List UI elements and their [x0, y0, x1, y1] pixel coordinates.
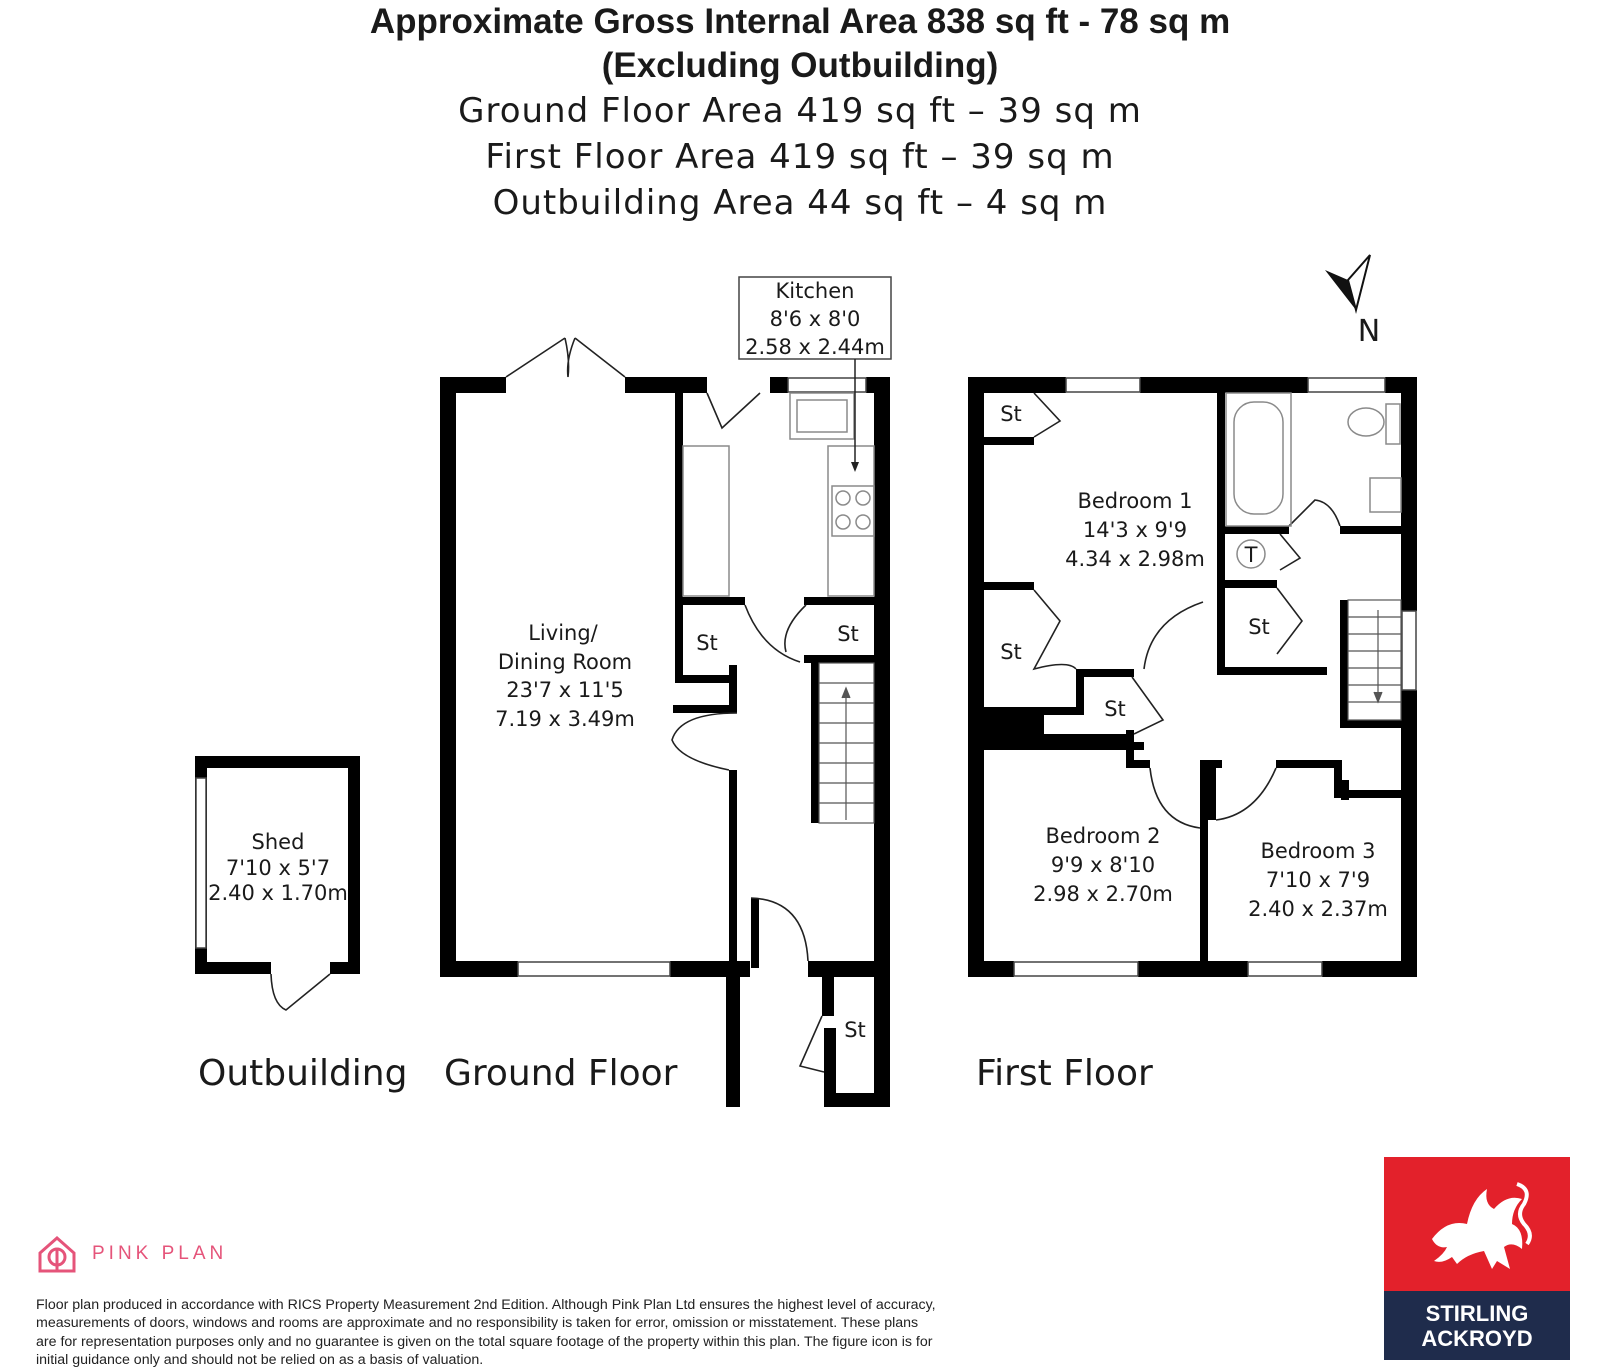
sink-basin — [797, 400, 847, 432]
brand-emblem — [1384, 1157, 1570, 1291]
worktop-right — [828, 446, 874, 596]
bedroom2-name: Bedroom 2 — [1045, 824, 1161, 848]
brand-line-1: STIRLING — [1425, 1301, 1529, 1326]
storage-label: St — [1248, 615, 1270, 639]
worktop — [683, 446, 729, 596]
living-metric: 7.19 x 3.49m — [495, 707, 635, 731]
stirling-ackroyd-logo — [1384, 1157, 1570, 1360]
toilet — [1348, 408, 1384, 436]
bedroom3-name: Bedroom 3 — [1260, 839, 1376, 863]
griffin-icon — [1412, 1169, 1542, 1279]
pink-plan-logo — [36, 1232, 227, 1276]
shed-imperial: 7'10 x 5'7 — [225, 856, 331, 880]
living-name-2: Dining Room — [497, 650, 633, 674]
storage-label: St — [1000, 640, 1022, 664]
shed-name: Shed — [251, 830, 305, 854]
bedroom1-name: Bedroom 1 — [1077, 489, 1193, 513]
storage-label: St — [1000, 402, 1022, 426]
living-name-1: Living/ — [528, 621, 598, 645]
bedroom2-imperial: 9'9 x 8'10 — [1050, 853, 1156, 877]
shed-metric: 2.40 x 1.70m — [208, 881, 348, 905]
fixtures — [683, 393, 1401, 596]
first-floor-label: First Floor — [976, 1053, 1153, 1094]
ground-floor-area: Ground Floor Area 419 sq ft – 39 sq m — [458, 91, 1142, 131]
brand-name — [1384, 1291, 1570, 1360]
storage-label: St — [837, 622, 859, 646]
bath-basin — [1234, 402, 1283, 514]
brand-line-2: ACKROYD — [1421, 1326, 1533, 1351]
kitchen-metric: 2.58 x 2.44m — [745, 335, 885, 359]
kitchen-callout-arrow — [851, 462, 859, 472]
windows — [196, 378, 1416, 976]
kitchen-imperial: 8'6 x 8'0 — [769, 307, 861, 331]
gross-area-title: Approximate Gross Internal Area 838 sq ft - 78 sq m — [369, 2, 1231, 41]
excluding-note: (Excluding Outbuilding) — [601, 46, 999, 85]
pink-plan-name: PINK PLAN — [92, 1243, 228, 1264]
storage-label: St — [696, 631, 718, 655]
tank-label: T — [1244, 543, 1258, 567]
storage-label: St — [1104, 697, 1126, 721]
disclaimer: Floor plan produced in accordance with RICS Property Measurement 2nd Edition. Although Pink Plan Ltd ensures the highest level of accuracy, measurements of doors, windows and rooms are approximate and no responsibility is taken for error, omission or misstatement. These plans are for representation purposes only and no guarantee is given on the total square footage of the property within this plan. The figure icon is for initial guidance only and should not be relied on as a basis of valuation. — [36, 1297, 936, 1369]
outbuilding-label: Outbuilding — [198, 1053, 408, 1094]
cistern — [1386, 404, 1400, 444]
bedroom1-imperial: 14'3 x 9'9 — [1082, 518, 1188, 542]
kitchen-name: Kitchen — [775, 279, 855, 303]
storage-label: St — [844, 1018, 866, 1042]
basin — [1370, 478, 1401, 512]
first-floor-area: First Floor Area 419 sq ft – 39 sq m — [485, 137, 1115, 177]
north-arrow-icon — [1325, 255, 1370, 310]
bedroom3-metric: 2.40 x 2.37m — [1248, 897, 1388, 921]
north-label: N — [1357, 314, 1381, 349]
house-logo-icon — [36, 1233, 78, 1275]
ground-floor-label: Ground Floor — [444, 1053, 678, 1094]
bedroom3-imperial: 7'10 x 7'9 — [1265, 868, 1371, 892]
living-imperial: 23'7 x 11'5 — [506, 678, 624, 702]
bedroom2-metric: 2.98 x 2.70m — [1033, 882, 1173, 906]
outbuilding-area: Outbuilding Area 44 sq ft – 4 sq m — [492, 183, 1108, 223]
bedroom1-metric: 4.34 x 2.98m — [1065, 547, 1205, 571]
